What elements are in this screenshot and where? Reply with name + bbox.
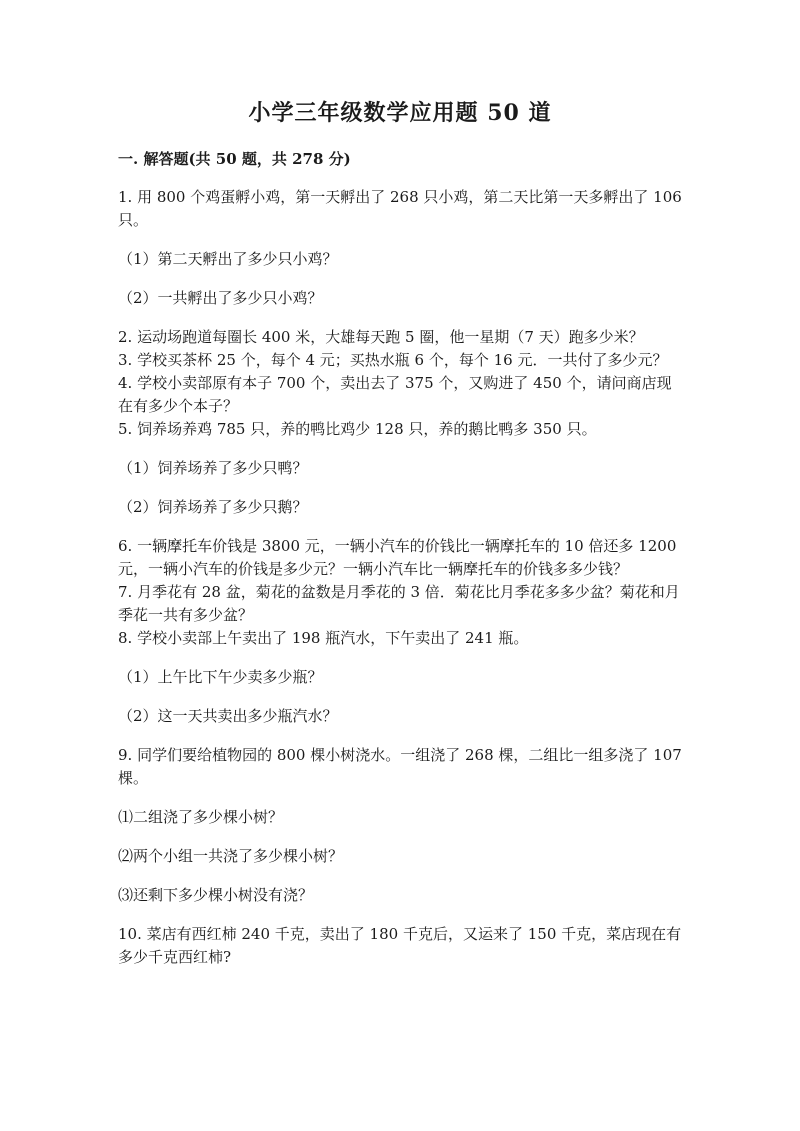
question-5: 5. 饲养场养鸡 785 只，养的鸭比鸡少 128 只，养的鹅比鸭多 350 只。: [118, 420, 597, 438]
question-9-sub-3: ⑶还剩下多少棵小树没有浇？: [118, 886, 314, 904]
question-4: 4. 学校小卖部原有本子 700 个，卖出去了 375 个，又购进了 450 个，请问商店现在有多少个本子？: [118, 374, 672, 415]
question-8-sub-1: （1）上午比下午少卖多少瓶？: [118, 668, 323, 686]
section-heading: 一. 解答题(共 50 题，共 278 分): [118, 150, 351, 168]
question-2: 2. 运动场跑道每圈长 400 米，大雄每天跑 5 圈，他一星期（7 天）跑多少米？: [118, 328, 644, 346]
question-8-sub-2: （2）这一天共卖出多少瓶汽水？: [118, 707, 338, 725]
question-8: 8. 学校小卖部上午卖出了 198 瓶汽水，下午卖出了 241 瓶。: [118, 629, 529, 647]
question-7: 7. 月季花有 28 盆，菊花的盆数是月季花的 3 倍．菊花比月季花多多少盆？菊花和月季花一共有多少盆？: [118, 583, 680, 624]
question-9-sub-1: ⑴二组浇了多少棵小树？: [118, 808, 284, 826]
question-9-sub-2: ⑵两个小组一共浇了多少棵小树？: [118, 847, 344, 865]
question-9: 9. 同学们要给植物园的 800 棵小树浇水。一组浇了 268 棵，二组比一组多浇了 107 棵。: [118, 746, 682, 787]
question-list: [118, 186, 683, 969]
question-6: 6. 一辆摩托车价钱是 3800 元，一辆小汽车的价钱比一辆摩托车的 10 倍还多 1200 元，一辆小汽车的价钱是多少元？一辆小汽车比一辆摩托车的价钱多多少钱？: [118, 537, 677, 578]
page-title: 小学三年级数学应用题 50 道: [248, 100, 552, 126]
question-3: 3. 学校买茶杯 25 个，每个 4 元；买热水瓶 6 个，每个 16 元．一共付了多少元？: [118, 351, 668, 369]
question-5-sub-1: （1）饲养场养了多少只鸭？: [118, 459, 308, 477]
question-1-sub-2: （2）一共孵出了多少只小鸡？: [118, 289, 323, 307]
question-1-sub-1: （1）第二天孵出了多少只小鸡？: [118, 250, 338, 268]
question-10: 10. 菜店有西红柿 240 千克，卖出了 180 千克后，又运来了 150 千克，菜店现在有多少千克西红柿?: [118, 925, 682, 966]
question-5-sub-2: （2）饲养场养了多少只鹅？: [118, 498, 308, 516]
question-1: 1. 用 800 个鸡蛋孵小鸡，第一天孵出了 268 只小鸡，第二天比第一天多孵出了 106 只。: [118, 188, 682, 229]
